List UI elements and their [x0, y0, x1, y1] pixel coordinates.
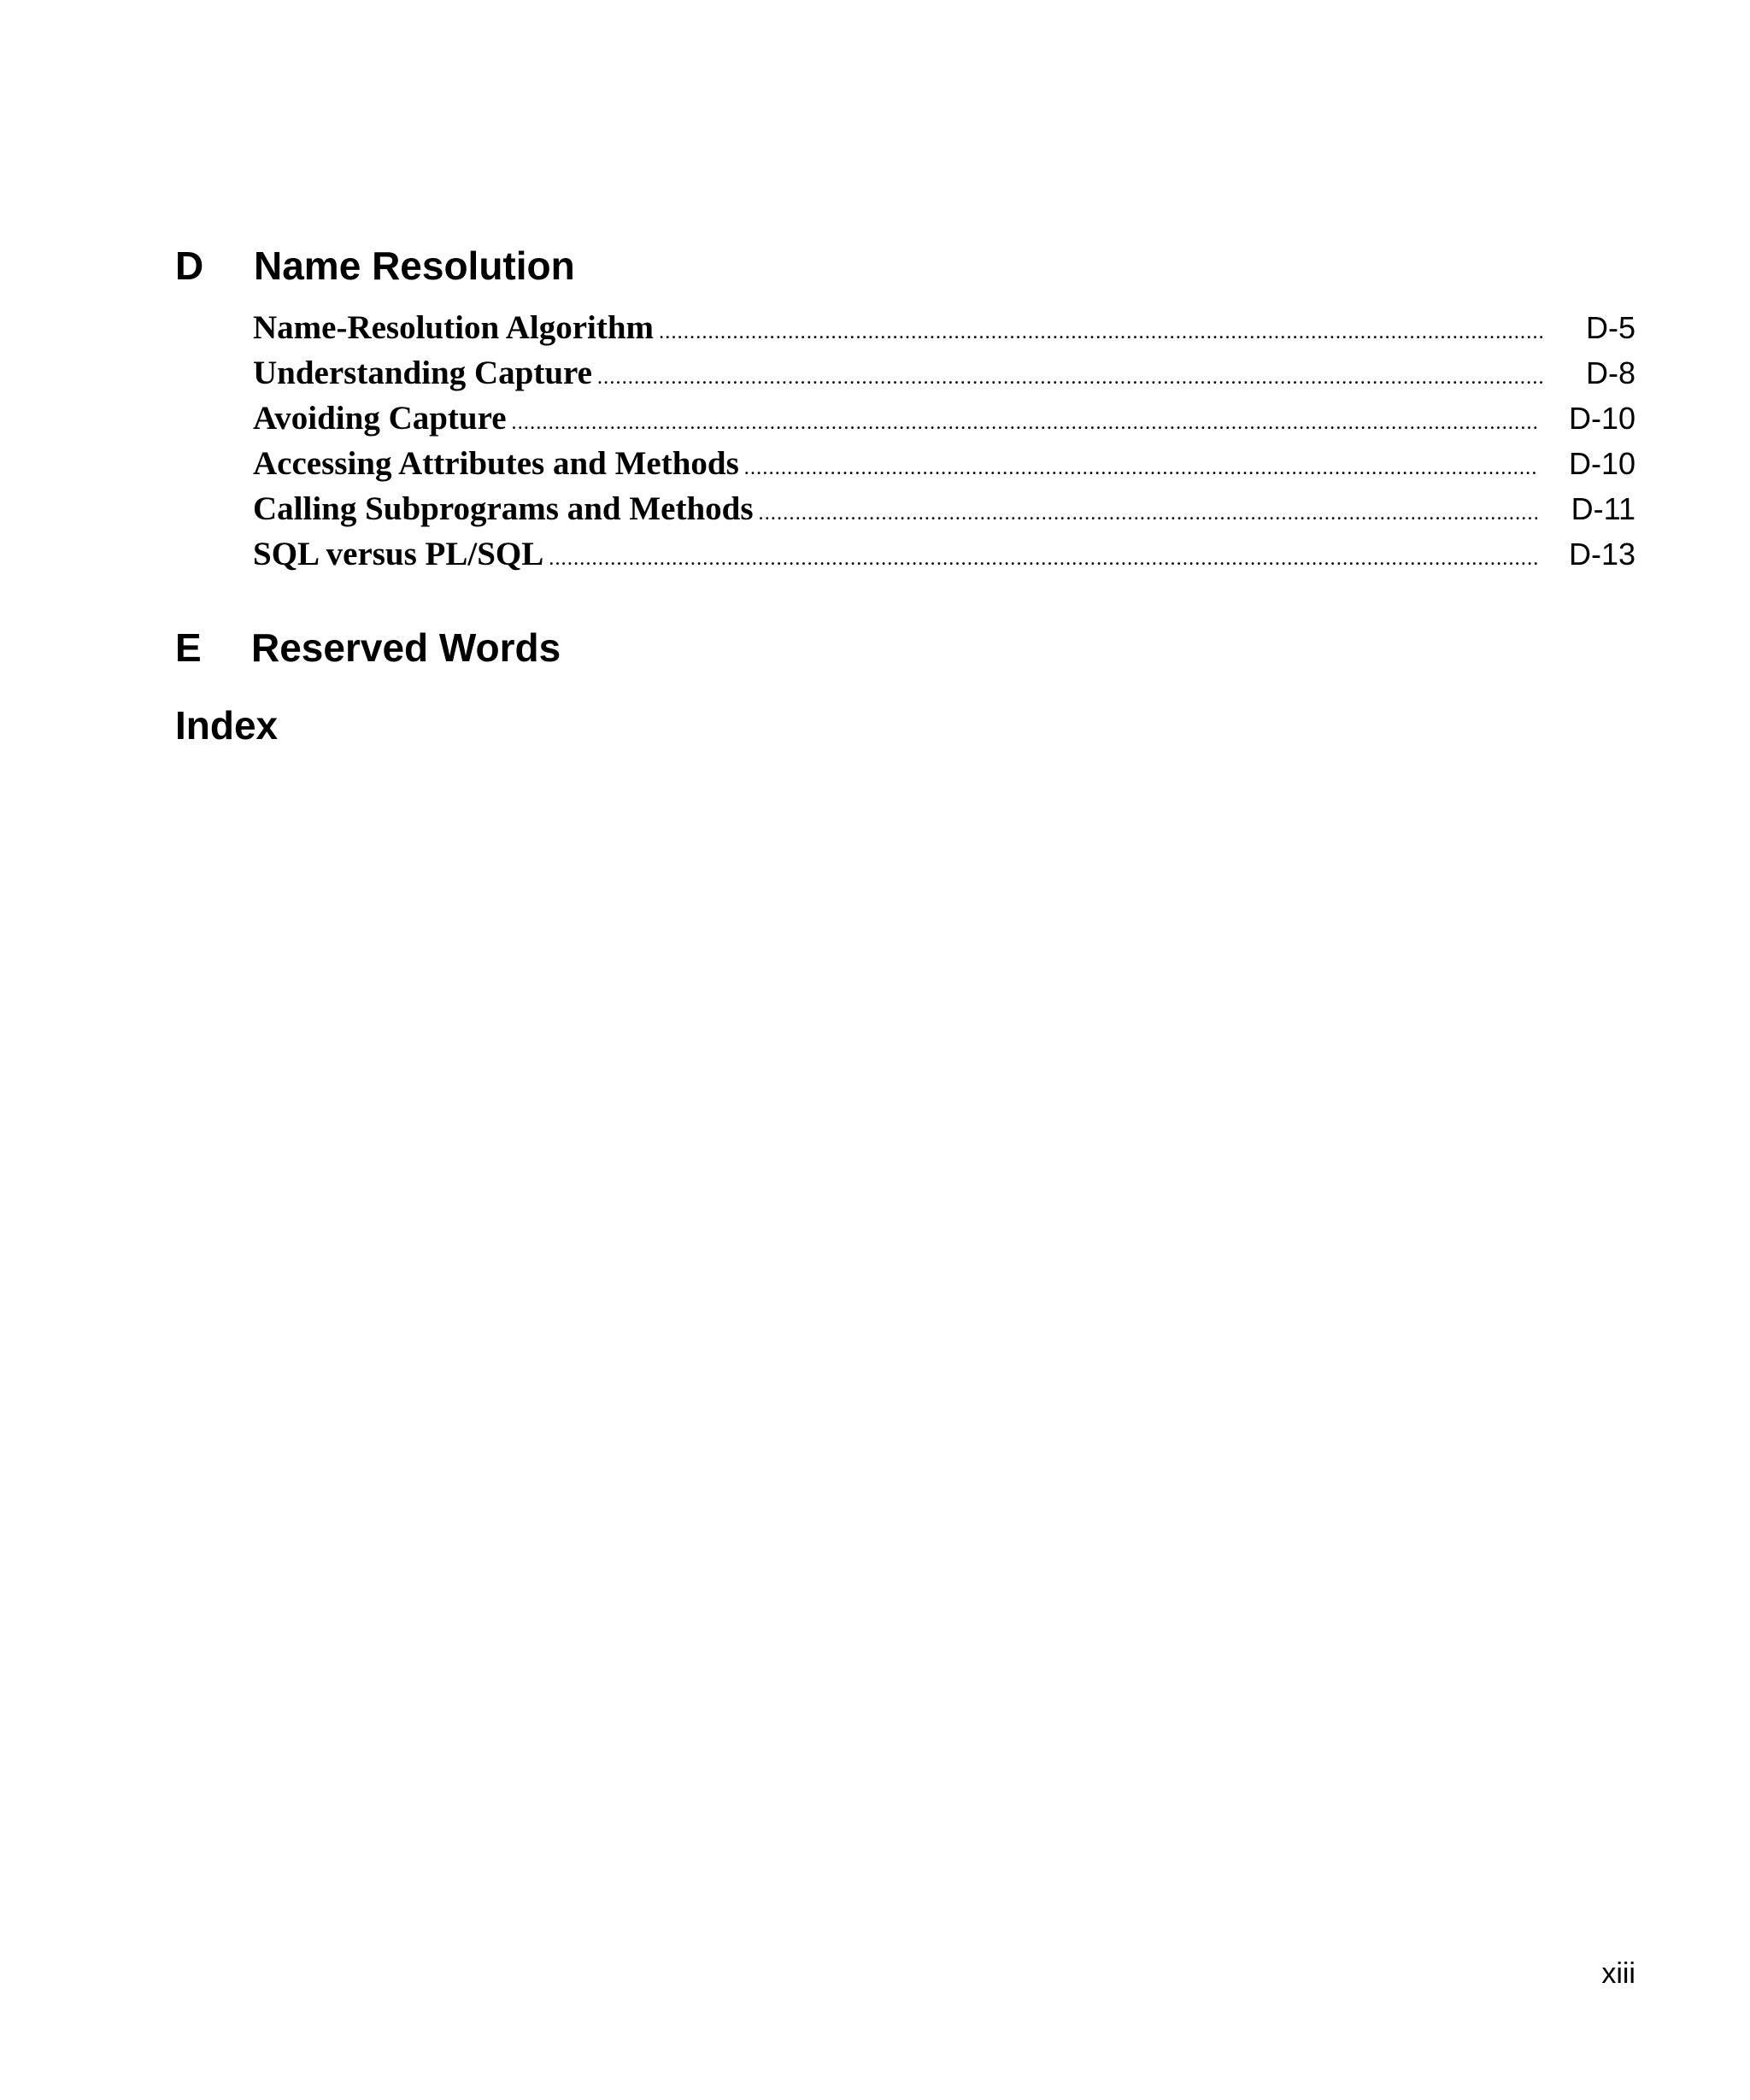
dot-leader [512, 401, 1538, 446]
toc-entry[interactable] [253, 441, 1635, 486]
chapter-heading-e [175, 624, 561, 672]
toc-entry-title: Accessing Attributes and Methods [253, 445, 739, 482]
chapter-letter: D [175, 243, 204, 288]
page-number: xiii [1601, 1957, 1635, 1990]
toc-entry[interactable] [253, 486, 1635, 531]
toc-entry-page: D-10 [1568, 401, 1635, 436]
toc-entry-list [253, 305, 1635, 577]
dot-leader [744, 446, 1538, 491]
toc-entry-page: D-10 [1568, 446, 1635, 481]
toc-entry-page: D-5 [1585, 310, 1635, 345]
toc-entry[interactable] [253, 350, 1635, 396]
dot-leader [549, 537, 1538, 582]
toc-entry-title: Name-Resolution Algorithm [253, 309, 655, 346]
toc-entry-title: Calling Subprograms and Methods [253, 490, 754, 527]
toc-entry[interactable] [253, 305, 1635, 350]
chapter-heading-d [175, 242, 575, 290]
toc-entry-page: D-13 [1568, 537, 1635, 572]
index-heading: Index [175, 703, 279, 748]
toc-entry[interactable] [253, 531, 1635, 577]
chapter-letter: E [175, 625, 202, 670]
chapter-title: Reserved Words [251, 625, 561, 670]
chapter-title: Name Resolution [254, 243, 575, 288]
toc-entry-title: Avoiding Capture [253, 400, 507, 437]
toc-entry[interactable] [253, 396, 1635, 441]
dot-leader [597, 355, 1545, 401]
dot-leader [759, 491, 1541, 537]
toc-entry-page: D-8 [1585, 355, 1635, 390]
toc-entry-title: SQL versus PL/SQL [253, 536, 544, 572]
toc-entry-title: Understanding Capture [253, 355, 592, 391]
toc-entry-page: D-11 [1571, 491, 1635, 526]
dot-leader [659, 310, 1545, 355]
